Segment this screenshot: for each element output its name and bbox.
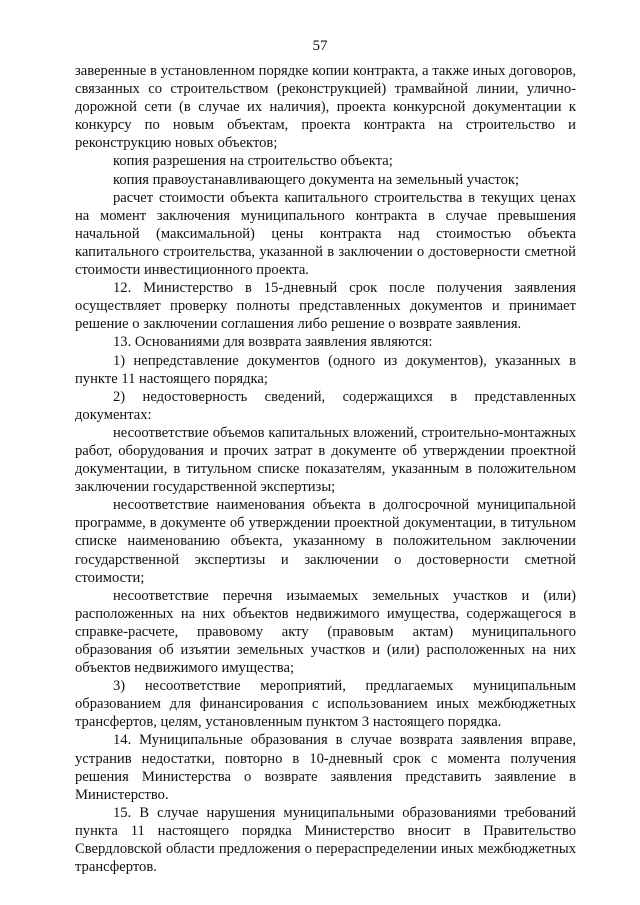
paragraph-item-13: 13. Основаниями для возврата заявления являются: bbox=[113, 334, 433, 351]
paragraph-land-list-mismatch: несоответствие перечня изымаемых земельных участков и (или) расположенных на них объектов недвижимого имущества, содержащегося в справке-расчете, правовому акту (правовым актам) муниципального образования об изъятии земельных участков и (или) расположенных на них объектов недвижимого имущества; bbox=[75, 587, 576, 677]
document-body bbox=[75, 62, 576, 876]
paragraph-building-permit: копия разрешения на строительство объекта; bbox=[113, 153, 393, 170]
paragraph-item-13-2: 2) недостоверность сведений, содержащихся в представленных документах: bbox=[75, 388, 576, 423]
paragraph-capital-investment-mismatch: несоответствие объемов капитальных вложений, строительно-монтажных работ, оборудования и прочих затрат в документе об утверждении проектной документации, в титульном списке показателям, указанным в положительном заключении государственной экспертизы; bbox=[75, 424, 576, 496]
paragraph-item-15: 15. В случае нарушения муниципальными образованиями требований пункта 11 настоящего порядка Министерство вносит в Правительство Свердловской области предложения о перераспределении иных межбюджетных трансфертов. bbox=[75, 804, 576, 876]
paragraph-land-title: копия правоустанавливающего документа на земельный участок; bbox=[113, 171, 520, 188]
paragraph-contract-copies: заверенные в установленном порядке копии контракта, а также иных договоров, связанных со строительством (реконструкцией) трамвайной линии, улично-дорожной сети (в случае их наличия), проекта конкурсной документации к конкурсу по новым объектам, проекта контракта на строительство и реконструкцию новых объектов; bbox=[75, 63, 576, 152]
paragraph-item-14: 14. Муниципальные образования в случае возврата заявления вправе, устранив недостатки, повторно в 10-дневный срок с момента получения решения Министерства о возврате заявления представить заявление в Министерство. bbox=[75, 732, 576, 803]
page-number: 57 bbox=[312, 38, 328, 54]
paragraph-object-name-mismatch: несоответствие наименования объекта в долгосрочной муниципальной программе, в документе об утверждении проектной документации, в титульном списке наименованию объекта, указанному в положительном заключении государственной экспертизы и заключении о достоверности сметной стоимости; bbox=[75, 497, 576, 586]
paragraph-item-13-1: 1) непредставление документов (одного из документов), указанных в пункте 11 настоящего порядка; bbox=[75, 352, 576, 387]
paragraph-item-12: 12. Министерство в 15-дневный срок после получения заявления осуществляет проверку полноты представленных документов и принимает решение о заключении соглашения либо решение о возврате заявления. bbox=[75, 280, 576, 333]
paragraph-cost-calculation: расчет стоимости объекта капитального строительства в текущих ценах на момент заключения муниципального контракта в случае превышения начальной (максимальной) цены контракта над стоимостью объекта капитального строительства, указанной в заключении о достоверности сметной стоимости инвестиционного проекта. bbox=[75, 189, 576, 279]
paragraph-item-13-3: 3) несоответствие мероприятий, предлагаемых муниципальным образованием для финансирования с использованием иных межбюджетных трансфертов, целям, установленным пунктом 3 настоящего порядка. bbox=[75, 678, 576, 731]
